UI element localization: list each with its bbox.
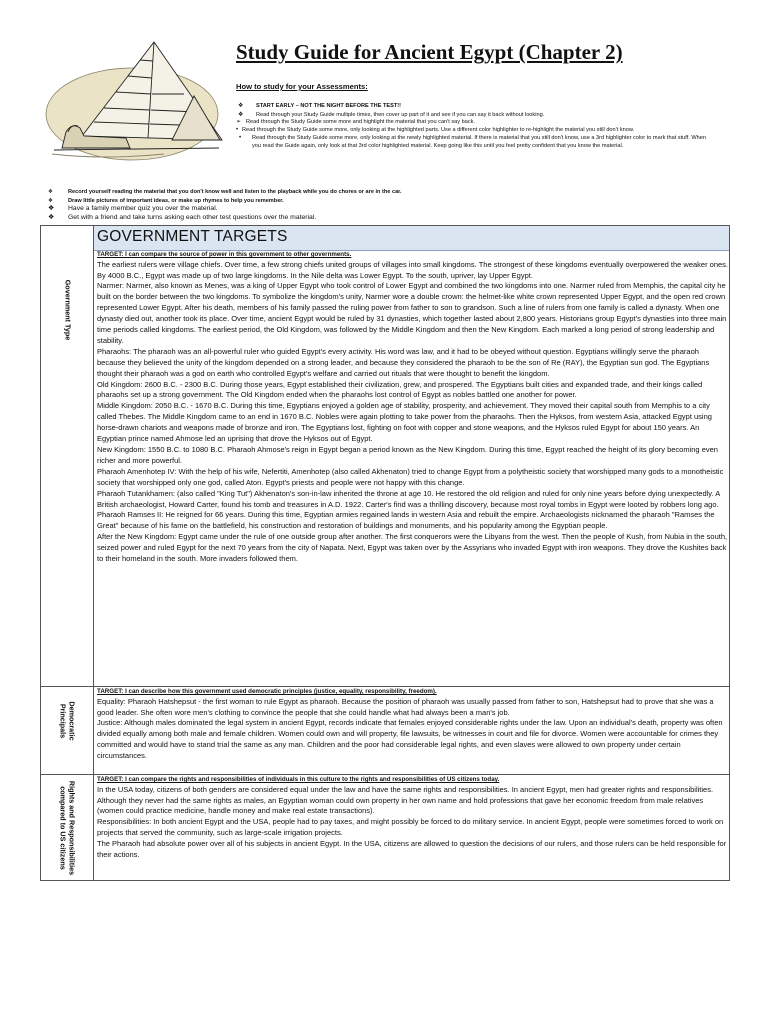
tip-item: ❖ Get with a friend and take turns asking each other test questions over the material. [48, 213, 317, 221]
tip-item: ❖ Draw little pictures of important ideas, or make up rhymes to help you remember. [48, 197, 284, 204]
section-democratic-principals [97, 688, 729, 762]
bullet-dot-icon: • [239, 135, 242, 142]
bullet-diamond-icon: ❖ [48, 189, 54, 195]
extra-study-tips [46, 188, 546, 222]
pyramids-and-sphinx-illustration [44, 36, 234, 164]
bullet-dot-icon: • [236, 126, 239, 133]
paragraph: Old Kingdom: 2600 B.C. - 2300 B.C. During those years, Egypt established their civilization, grew, and prospered. The Egyptians built cities and expanded trade, and their kings called pharaohs set up a strong government. The Old Kingdom ended when the pharaohs lost control of Egypt as nobles battled one another for power. [97, 379, 703, 400]
paragraph: Pharaohs: The pharaoh was an all-powerful ruler who guided Egypt's every activity. His word was law, and it had to be obeyed without question. Egyptians willingly serve the pharaoh because they believed the unity of the kingdom depended on a strong leader, and because they considered the pharaoh to be the son of Re (RAY), the Egyptian sun god. The Egyptians thought their pharaoh was a god on earth who controlled Egypt's welfare and carried out rituals that were thought to benefit the kingdom. [97, 346, 710, 378]
tip-item: ❖ Have a family member quiz you over the material. [48, 205, 218, 213]
paragraph: Middle Kingdom: 2050 B.C. - 1670 B.C. During this time, Egyptians enjoyed a golden age of stability, prosperity, and achievement. They moved their capital south from Memphis to a city called Thebes. The Middle Kingdom came to an end in 1670 B.C. Nobles were again plotting to take power from the pharaohs. Then the Hyksos, from western Asia, attacked Egypt using horse-drawn chariots and weapons made of bronze and iron. The Egyptians lost, fighting on foot with copper and stone weapons, and the Hyksos ruled Egypt for about 150 years. An Egyptian prince named Ahmose led an uprising that drove the Hyksos out of Egypt. [97, 401, 712, 444]
instruction-item: ➢ Read through the Study Guide some more and highlight the material that you can't say back. [236, 119, 475, 126]
paragraph: In the USA today, citizens of both genders are considered equal under the law and have the same rights and responsibilities. In ancient Egypt, men had greater rights and responsibilities. Although they never had the same rights as males, an Egyptian woman could own property in her own name and hold professions that gave her economic freedom from male relatives (women could practice medicine, handle money and make real estate transactions). [97, 784, 714, 816]
instruction-item: • Read through the Study Guide some more, only looking at the highlighted parts. Use a different color highlighter to re-highlight the material you still don't know. [236, 126, 635, 133]
paragraph: Responsibilities: In both ancient Egypt and the USA, people had to pay taxes, and might possibly be forced to do military service. In ancient Egypt, people were sometimes forced to work on projects that served the community, such as large-scale irrigation projects. [97, 817, 724, 838]
instruction-item: • Read through the Study Guide some more, only looking at the newly highlighted material. If there is material that you still don't know, use a 3rd highlighter color to mark that stuff. When you read the Guide again, only look at that 3rd color highlighted material. Keep going like this until you feel pretty confident that you know the material. [239, 135, 706, 149]
paragraph: Equality: Pharaoh Hatshepsut - the first woman to rule Egypt as pharaoh. Because the position of pharaoh was usually passed from father to son, Hatshepsut had to prove that she was a good leader. She often wore men's clothing to convince the people that she could handle what had always been a man's job. [97, 696, 714, 717]
target-statement: TARGET: I can describe how this government used democratic principles (justice, equality, responsibility, freedom). [97, 688, 437, 695]
column-divider [93, 226, 94, 880]
row-divider [41, 774, 729, 775]
paragraph: After the New Kingdom: Egypt came under the rule of one outside group after another. The first conquerors were the Libyans from the west. Then the people of Kush, from Nubia in the south, seized power and ruled Egypt for the next 70 years from the city of Napata. Next, Egypt was taken over by the Assyrians who invaded Egypt with iron weapons. They drove the Kushites back to their homeland in the south. More invaders followed them. [97, 532, 728, 564]
government-targets-table [40, 225, 730, 881]
bullet-diamond-icon: ❖ [238, 103, 244, 109]
paragraph: Pharaoh Tutankhamen: (also called "King Tut") Akhenaton's son-in-law inherited the throne at age 10. He restored the old religion and ruled for only nine years before dying unexpectedly. A British archaeologist, Howard Carter, found his tomb and treasures in A.D. 1922. Carter's find was a thrilling discovery, because most royal tombs in Egypt were looted by robbers long ago. [97, 488, 720, 509]
paragraph: Pharaoh Amenhotep IV: With the help of his wife, Nefertiti, Amenhotep (also called Akhenaton) tried to change Egypt from a polytheistic society that worshipped many gods to a monotheistic society that worshipped only one god, called Aton. Egypt's priests and people were not happy with this change. [97, 466, 724, 487]
bullet-diamond-icon: ❖ [48, 197, 54, 204]
paragraph: The Pharaoh had absolute power over all of his subjects in ancient Egypt. In the USA, citizens are allowed to question the decisions of our rulers, and those rulers can be held responsible for their actions. [97, 839, 727, 860]
paragraph: The earliest rulers were village chiefs. Over time, a few strong chiefs united groups of villages into small kingdoms. The strongest of these kingdoms eventually overpowered the weaker ones. By 4000 B.C., Egypt was made up of two large kingdoms. In the Nile delta was Lower Egypt. To the south, upriver, lay Upper Egypt. [97, 259, 729, 280]
paragraph: New Kingdom: 1550 B.C. to 1080 B.C. Pharaoh Ahmose's reign in Egypt began a period known as the New Kingdom. During this time, Egypt reached the height of its glory becoming even richer and more powerful. [97, 445, 718, 465]
row-label-government-type: Government Type [63, 279, 73, 341]
study-instructions-list [236, 103, 706, 151]
bullet-diamond-icon: ❖ [238, 111, 244, 118]
paragraph: Narmer: Narmer, also known as Menes, was a king of Upper Egypt who took control of Lower Egypt and combined the two kingdoms into one. Narmer ruled from Memphis, the capital city he built on the border between the two kingdoms. To symbolize the kingdom's unity, Narmer wore a double crown: the helmet-like white crown represented Upper Egypt, and the open red crown represented Lower Egypt. After his death, members of his family passed the ruling power from father to son to grandson. Such a line of rulers from one family is called a dynasty. When one dynasty died out, another took its place. Over time, ancient Egypt would be ruled by 31 dynasties, which together lasted about 2,800 years. Historians group Egypt's dynasties into three main time periods called kingdoms. The earliest period, the Old Kingdom, was followed by the Middle Kingdom and then the New Kingdom. Each marked a long period of strong leadership and stability. [97, 281, 727, 345]
bullet-arrow-icon: ➢ [236, 119, 242, 126]
row-divider [41, 686, 729, 687]
paragraph: Justice: Although males dominated the legal system in ancient Egypt, records indicate that females enjoyed considerable rights under the law. Upon an individual's death, property was often divided equally among both male and female children. Women could own and will property, file lawsuits, be witnesses in court and file for divorce. Women were accountable for crimes they committed and would have to stand trial the same as any man. Children and the poor had considerable legal rights, and even slaves were allowed to own property under certain circumstances. [97, 718, 723, 761]
table-heading: GOVERNMENT TARGETS [97, 228, 288, 245]
bullet-diamond-icon: ❖ [48, 213, 55, 221]
paragraph: Pharaoh Ramses II: He reigned for 66 years. During this time, Egyptian armies regained lands in western Asia and rebuilt the empire. Archaeologists nicknamed the pharaoh "Ramses the Great" because of his fame on the battlefield, his construction and restoration of buildings and monuments, and his popularity among the Egyptian people. [97, 510, 715, 531]
tip-item: ❖ Record yourself reading the material that you don't know well and listen to the playback while you do chores or are in the car. [48, 189, 402, 195]
table-heading-bar [93, 226, 729, 251]
instruction-item: ❖ Read through your Study Guide multiple times, then cover up part of it and see if you can say it back without looking. [238, 111, 545, 118]
bullet-diamond-icon: ❖ [48, 205, 55, 213]
target-statement: TARGET: I can compare the source of power in this government to other governments. [97, 251, 352, 258]
page-title: Study Guide for Ancient Egypt (Chapter 2) [236, 40, 623, 64]
instruction-item: ❖ START EARLY – NOT THE NIGHT BEFORE THE TEST!! [238, 103, 402, 109]
row-label-democratic-principals: Democratic Principals [59, 701, 77, 741]
row-label-rights-responsibilities: Rights and Responsibilities compared to US citizens [59, 780, 77, 876]
section-rights-responsibilities [97, 776, 729, 861]
how-to-study-heading: How to study for your Assessments: [236, 82, 368, 91]
target-statement: TARGET: I can compare the rights and responsibilities of individuals in this culture to the rights and responsibilities of US citizens today. [97, 776, 500, 783]
section-government-type [97, 251, 729, 565]
